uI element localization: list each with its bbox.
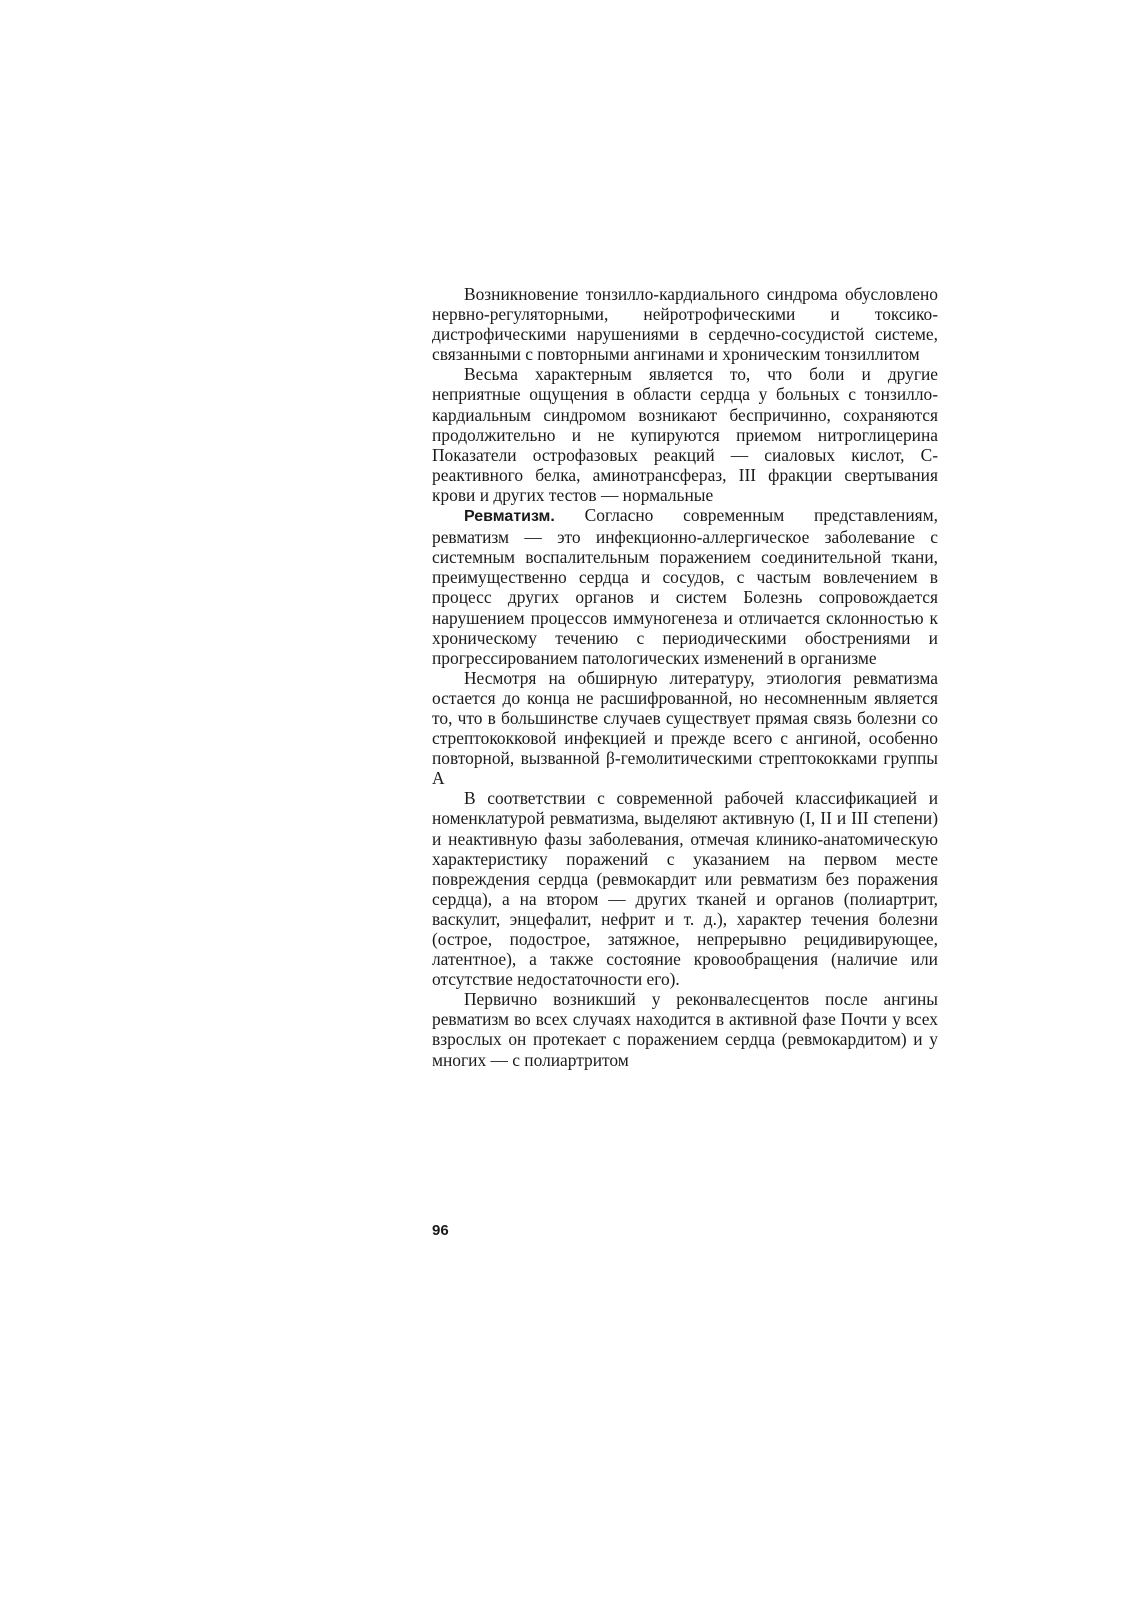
paragraph-tonsillo-cardiac-symptoms [432,364,938,505]
paragraph-text: Весьма характерным является то, что боли и другие неприятные ощущения в области сердца у больных с тонзилло-кардиальным синдромом возникают беспричинно, сохраняются продолжительно и не купируются приемом нитроглицерина Показатели острофазовых реакций — сиаловых кислот, С-реактивного белка, аминотрансфераз, III фракции свертывания крови и других тестов — нормальные [432,364,938,505]
paragraph-text: В соответствии с современной рабочей классификацией и номенклатурой ревматизма, выделяют активную (I, II и III степени) и неактивную фазы заболевания, отмечая клинико-анатомическую характеристику поражений с указанием на первом месте повреждения сердца (ревмокардит или ревматизм без поражения сердца), а на втором — других тканей и органов (полиартрит, васкулит, энцефалит, нефрит и т. д.), характер течения болезни (острое, подострое, затяжное, непрерывно рецидивирующее, латентное), а также состояние кровообращения (наличие или отсутствие недостаточности его). [432,788,938,990]
paragraph-rheumatism-primary [432,989,938,1069]
paragraph-text: Возникновение тонзилло-кардиального синдрома обусловлено нервно-регуляторными, нейротрофическими и токсико-дистрофическими нарушениями в сердечно-сосудистой системе, связанными с повторными ангинами и хроническим тонзиллитом [432,284,938,365]
paragraph-rheumatism-classification [432,788,938,989]
paragraph-rheumatism-etiology [432,668,938,789]
section-heading: Ревматизм. [464,508,555,526]
paragraph-tonsillo-cardiac-origin [432,284,938,364]
paragraph-rheumatism-definition [432,505,938,668]
paragraph-text: Первично возникший у реконвалесцентов после ангины ревматизм во всех случаях находится в активной фазе Почти у всех взрослых он протекает с поражением сердца (ревмокардитом) и у многих — с полиартритом [432,989,938,1070]
body-text [432,284,938,1070]
page-number: 96 [432,1222,449,1239]
paragraph-text: Согласно современным представлениям, ревматизм — это инфекционно-аллергическое заболевание с системным воспалительным поражением соединительной ткани, преимущественно сердца и сосудов, с частым вовлечением в процесс других органов и систем Болезнь сопровождается нарушением процессов иммуногенеза и отличается склонностью к хроническому течению с периодическими обострениями и прогрессированием патологических изменений в организме [432,505,938,668]
paragraph-text: Несмотря на обширную литературу, этиология ревматизма остается до конца не расшифрованной, но несомненным является то, что в большинстве случаев существует прямая связь болезни со стрептококковой инфекцией и прежде всего с ангиной, особенно повторной, вызванной β-гемолитическими стрептококками группы А [432,667,938,789]
